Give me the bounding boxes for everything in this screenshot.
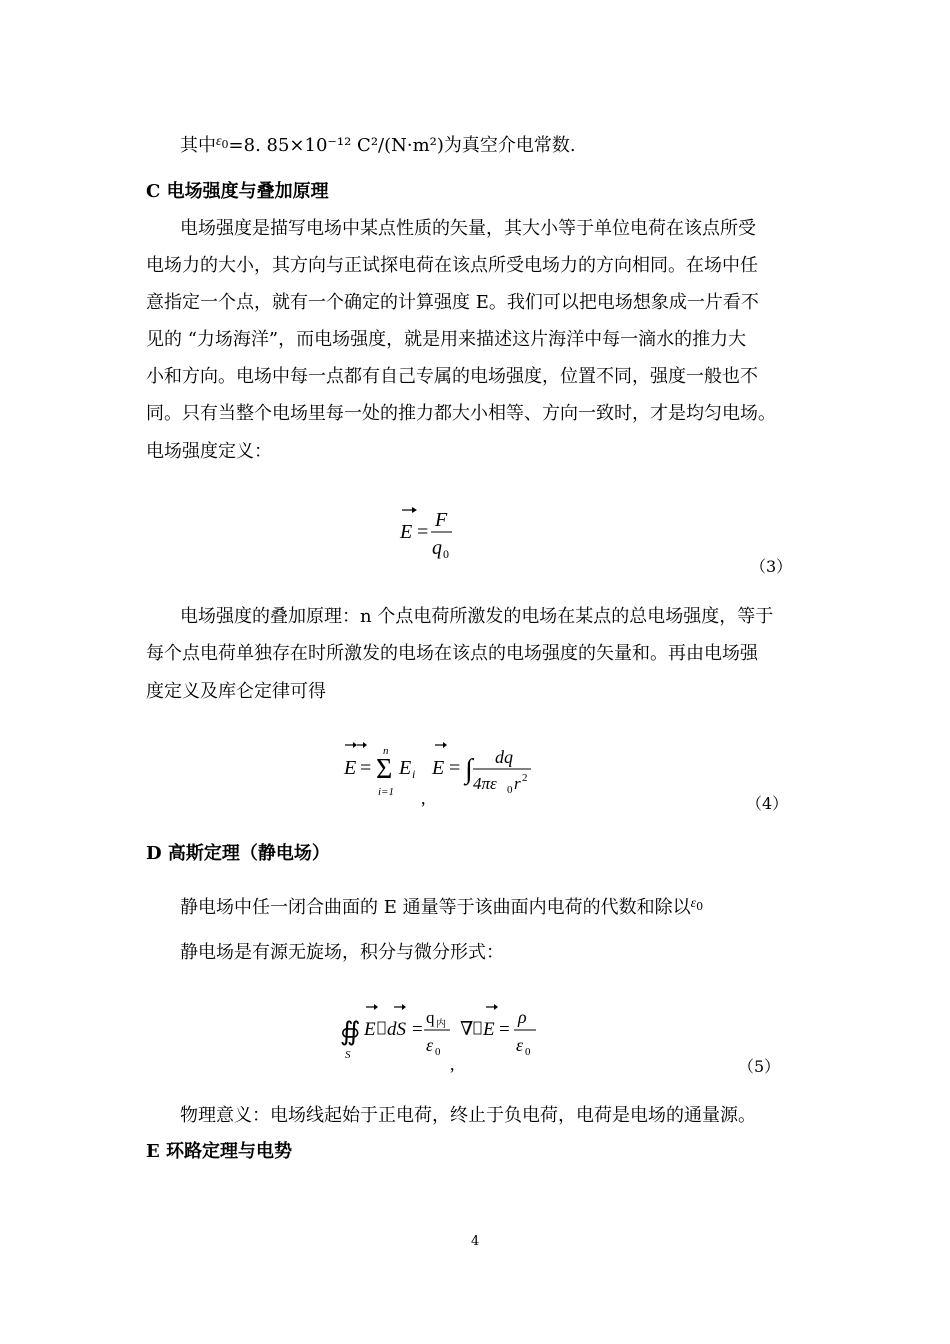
paragraph-line: 电场强度定义： — [146, 441, 272, 462]
equation-4 — [335, 736, 555, 820]
equals-sign: = — [360, 757, 372, 779]
eq5-field: E — [364, 1019, 376, 1040]
paragraph-line: 度定义及库仑定律可得 — [146, 681, 326, 702]
eq5-eps-sub: 0 — [435, 1046, 441, 1058]
equation-4-number: （4） — [746, 794, 789, 813]
equation-separator: , — [450, 1054, 455, 1074]
paragraph-line: 见的 “力场海洋”，而电场强度，就是用来描述这片海洋中每一滴水的推力大 — [146, 329, 747, 350]
vacuum-permittivity-line — [180, 134, 576, 160]
eq5-eps-sub-diff: 0 — [525, 1046, 531, 1058]
equals-sign: = — [499, 1019, 510, 1040]
paragraph-line: 同。只有当整个电场里每一处的推力都大小相等、方向一致时，才是均匀电场。 — [146, 403, 776, 424]
vector-arrow — [345, 742, 367, 748]
paragraph-line: 电场强度是描写电场中某点性质的矢量，其大小等于单位电荷在该点所受 — [180, 218, 756, 239]
eq4-sum-term-sub: i — [412, 767, 416, 781]
epsilon-subscript: 0 — [221, 138, 229, 151]
eq5-diff: dS — [387, 1019, 406, 1040]
paragraph-line: 意指定一个点，就有一个确定的计算强度 E。我们可以把电场想象成一片看不 — [146, 292, 759, 313]
gauss-law-statement — [180, 896, 703, 922]
vector-arrow — [402, 507, 417, 513]
equation-5 — [338, 998, 548, 1082]
paragraph-line: 小和方向。电场中每一点都有自己专属的电场强度，位置不同，强度一般也不 — [146, 366, 758, 387]
eq4-int-den-sub: 0 — [507, 784, 513, 796]
eps-rest: =8. 85×10⁻¹² C²/(N·m²)为真空介电常数. — [228, 135, 576, 156]
eq3-denominator: q — [432, 537, 442, 559]
equals-sign: = — [449, 757, 461, 779]
vector-arrow — [394, 1004, 406, 1010]
equals-sign: = — [412, 1019, 423, 1040]
page-number: 4 — [471, 1234, 480, 1249]
eq5-field-diff: E — [483, 1019, 495, 1040]
section-d-heading: D 高斯定理（静电场） — [146, 843, 330, 864]
gauss-law-text: 静电场中任一闭合曲面的 E 通量等于该曲面内电荷的代数和除以 — [180, 897, 691, 918]
section-e-heading: E 环路定理与电势 — [146, 1141, 292, 1162]
eq4-int-den-sup: 2 — [522, 772, 528, 784]
epsilon-subscript: 0 — [696, 900, 704, 913]
equation-3-number: （3） — [750, 557, 793, 576]
vector-arrow — [486, 1004, 498, 1010]
eq3-den-sub: 0 — [443, 547, 449, 561]
eq5-charge: q — [426, 1008, 435, 1027]
dot-product-box — [474, 1022, 481, 1034]
paragraph-line: 静电场是有源无旋场，积分与微分形式： — [180, 942, 504, 963]
eq4-sum-term: E — [399, 757, 412, 779]
equation-separator: , — [421, 788, 426, 808]
eq5-charge-sub: 内 — [436, 1019, 446, 1030]
equation-5-number: （5） — [738, 1057, 781, 1076]
eq5-eps-diff: ε — [516, 1035, 524, 1055]
eq4-int-lhs: E — [432, 757, 445, 779]
sigma-symbol: Σ — [376, 754, 393, 785]
eq4-int-denominator: 4πε — [473, 774, 497, 793]
paragraph-line: 电场力的大小，其方向与正试探电荷在该点所受电场力的方向相同。在场中任 — [146, 255, 758, 276]
vector-arrow — [366, 1004, 378, 1010]
eps-prefix: 其中 — [180, 135, 216, 156]
vector-arrow — [435, 742, 447, 748]
dot-product-box — [378, 1022, 385, 1034]
equation-3 — [390, 500, 470, 574]
epsilon-symbol: ε — [216, 134, 222, 149]
eq5-eps: ε — [426, 1035, 434, 1055]
paragraph-line: 每个点电荷单独存在时所激发的电场在该点的电场强度的矢量和。再由电场强 — [146, 643, 758, 664]
equals-sign: = — [417, 521, 429, 543]
surface-subscript: S — [345, 1049, 351, 1061]
section-c-heading: C 电场强度与叠加原理 — [146, 181, 329, 202]
integral-symbol: ∫ — [465, 754, 473, 785]
eq4-int-numerator: dq — [495, 747, 513, 767]
eq3-lhs: E — [400, 521, 413, 543]
sum-lower-limit: i=1 — [378, 786, 394, 798]
nabla-symbol: ∇ — [460, 1019, 474, 1040]
eq3-numerator: F — [435, 509, 448, 531]
epsilon-symbol: ε — [690, 896, 697, 911]
physical-meaning-line: 物理意义：电场线起始于正电荷，终止于负电荷，电荷是电场的通量源。 — [180, 1105, 756, 1126]
sum-upper-limit: n — [383, 745, 389, 757]
eq4-sum-lhs: E — [344, 757, 357, 779]
surface-integral-symbol: ∯ — [340, 1017, 361, 1046]
eq4-int-den-tail: r — [514, 774, 521, 793]
eq5-rho: ρ — [518, 1007, 527, 1027]
paragraph-line: 电场强度的叠加原理：n 个点电荷所激发的电场在某点的总电场强度，等于 — [180, 606, 774, 627]
